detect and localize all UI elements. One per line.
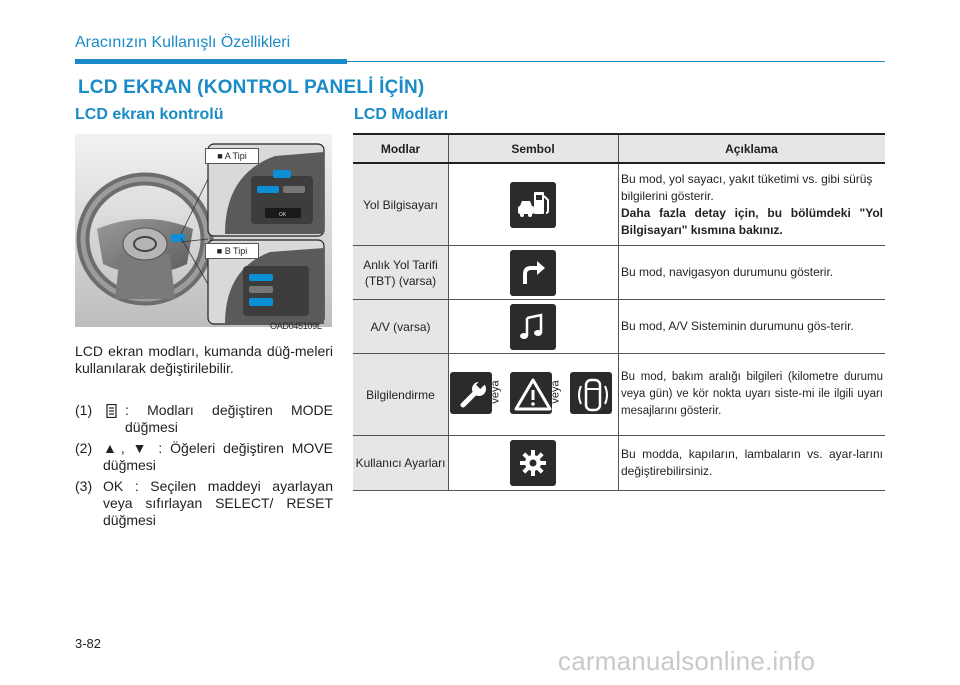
symbol-cell [448, 354, 618, 435]
header-rule-thin [347, 61, 885, 62]
symbol-cell [448, 436, 618, 490]
mode-name: Bilgilendirme [353, 354, 448, 435]
steering-wheel-figure [75, 134, 332, 327]
symbol-cell [448, 164, 618, 245]
trip-computer-icon [510, 182, 556, 228]
svg-text:OK: OK [279, 212, 287, 218]
watermark: carmanualsonline.info [558, 646, 816, 676]
warning-icon [510, 372, 552, 414]
table-row [353, 246, 885, 300]
list-item [75, 440, 333, 474]
symbol-cell [448, 246, 618, 299]
description-cell [621, 164, 883, 245]
header-symbol: Sembol [511, 142, 555, 156]
figure-code: OAD045109L [270, 321, 322, 331]
table-header [353, 133, 885, 164]
list-item [75, 402, 333, 436]
section-title-lcd-control: LCD ekran kontrolü [75, 106, 224, 123]
gear-icon [510, 440, 556, 486]
symbol-cell [448, 300, 618, 353]
music-note-icon [510, 304, 556, 350]
list-number: (2) [75, 440, 93, 456]
description-text: Bu modda, kapıların, lambaların vs. ayar-larını değiştirebilirsiniz. [621, 447, 883, 478]
list-text: : Modları değiştiren MODE düğmesi [125, 402, 333, 435]
mode-name: Yol Bilgisayarı [353, 164, 448, 245]
table-row [353, 164, 885, 246]
list-text: OK : Seçilen maddeyi ayarlayan veya sıfırlayan SELECT/ RESET düğmesi [103, 478, 333, 528]
description-cell [621, 246, 883, 299]
table-row [353, 354, 885, 436]
description-cell [621, 354, 883, 435]
header-modes: Modlar [380, 142, 421, 156]
lcd-modes-table [353, 133, 885, 491]
mode-name: A/V (varsa) [353, 300, 448, 353]
list-text: ▲, ▼ : Öğeleri değiştiren MOVE düğmesi [103, 440, 333, 473]
description-cell [621, 436, 883, 490]
mode-icon [105, 404, 118, 418]
car-icon [570, 372, 612, 414]
page-title: LCD EKRAN (KONTROL PANELİ İÇİN) [78, 77, 425, 98]
wrench-icon [450, 372, 492, 414]
description-text: Bu mod, bakım aralığı bilgileri (kilometre durumu veya gün) ve kör nokta uyarı siste-mi ile ilgili uyarı mesajlarını gösterir. [621, 371, 883, 417]
steering-wheel-illustration [75, 134, 332, 327]
description-text: Bu mod, yol sayacı, yakıt tüketimi vs. gibi sürüş bilgilerini gösterir. [621, 171, 873, 203]
description-cell [621, 300, 883, 353]
section-title-lcd-modes: LCD Modları [354, 106, 449, 123]
list-item [75, 478, 333, 530]
page-number: 3-82 [75, 636, 102, 651]
mode-name: Kullanıcı Ayarları [353, 436, 448, 490]
description-bold: Daha fazla detay için, bu bölümdeki "Yol Bilgisayarı" kısmına bakınız. [621, 205, 883, 237]
description-text: Bu mod, A/V Sisteminin durumunu gös-terir. [621, 319, 854, 333]
list-number: (3) [75, 478, 93, 494]
separator-text: veya [489, 380, 502, 404]
table-row [353, 300, 885, 354]
turn-arrow-icon [510, 250, 556, 296]
type-b-label: ■ B Tipi [205, 243, 259, 259]
mode-name: Anlık Yol Tarifi (TBT) (varsa) [353, 246, 448, 299]
header-rule [75, 59, 347, 64]
type-a-label: ■ A Tipi [205, 148, 259, 164]
description-text: Bu mod, navigasyon durumunu gösterir. [621, 265, 834, 279]
header-description: Açıklama [725, 142, 778, 156]
table-row [353, 436, 885, 491]
running-header: Aracınızın Kullanışlı Özellikleri [75, 34, 291, 51]
list-number: (1) [75, 402, 93, 418]
separator-text: veya [549, 380, 562, 404]
intro-paragraph: LCD ekran modları, kumanda düğ-meleri kullanılarak değiştirilebilir. [75, 343, 333, 376]
